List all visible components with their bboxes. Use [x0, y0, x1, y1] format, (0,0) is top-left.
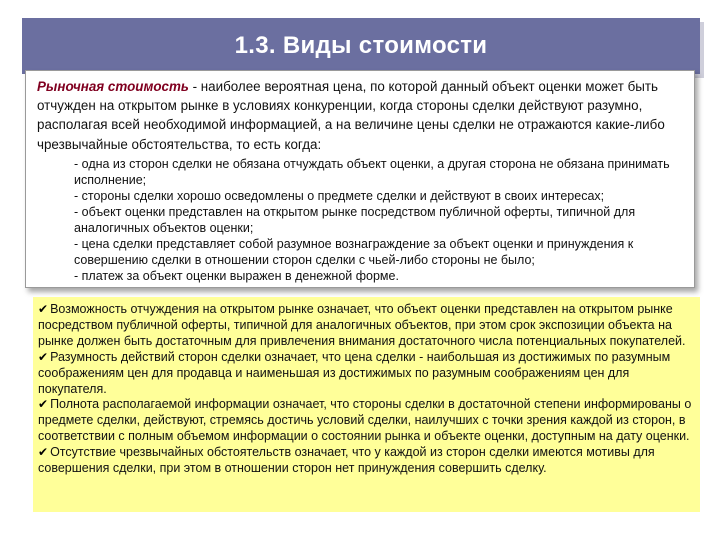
definition-paragraph [37, 77, 685, 154]
note-item [38, 397, 692, 445]
checkmark-icon: ✔ [38, 349, 49, 364]
definition-text: - наиболее вероятная цена, по которой данный объект оценки может быть отчужден на открытом рынке в условиях конкуренции, когда стороны сделки действуют разумно, располагая всей необходимой информацией, а на величине цены сделки не отражаются какие-либо чрезвычайные обстоятельства, то есть когда: [37, 79, 665, 152]
notes-box [33, 297, 700, 512]
condition-item: - одна из сторон сделки не обязана отчуждать объект оценки, а другая сторона не обязана принимать исполнение; [74, 156, 670, 187]
note-text: Возможность отчуждения на открытом рынке означает, что объект оценки представлен на открытом рынке посредством публичной оферты, типичной для аналогичных объектов, при этом срок экспозиции объекта на рынке должен быть достаточным для привлечения внимания достаточного числа потенциальных покупателей. [38, 302, 686, 348]
condition-item: - цена сделки представляет собой разумное вознаграждение за объект оценки и принуждения к совершению сделки в отношении сторон сделки с чьей-либо стороны не было; [74, 237, 634, 268]
checkmark-icon: ✔ [38, 445, 49, 460]
page-title: 1.3. Виды стоимости [234, 32, 488, 59]
note-text: Разумность действий сторон сделки означает, что цена сделки - наибольшая из достижимых по разумным соображениям цен для продавца и наименьшая из достижимых по разумным соображениям цен для покупателя. [38, 349, 671, 396]
condition-item: - стороны сделки хорошо осведомлены о предмете сделки и действуют в своих интересах; [74, 189, 605, 203]
note-text: Полнота располагаемой информации означает, что стороны сделки в достаточной степени информированы о предмете сделки, действуют, стремясь достичь условий сделки, наилучших с точки зрения каждой из сторон, в соответствии с полным объемом информации о состоянии рынка и объекте оценки, доступным на дату оценки. [38, 397, 692, 444]
conditions-list [37, 156, 685, 285]
condition-item: - объект оценки представлен на открытом рынке посредством публичной оферты, типичной для аналогичных объектов оценки; [74, 205, 636, 236]
note-item [38, 350, 692, 398]
definition-term: Рыночная стоимость [37, 79, 189, 94]
note-item [38, 445, 692, 477]
checkmark-icon: ✔ [38, 397, 49, 412]
note-item [38, 302, 692, 350]
note-text: Отсутствие чрезвычайных обстоятельств означает, что у каждой из сторон сделки имеются мотивы для совершения сделки, при этом в отношении сторон нет принуждения совершить сделку. [38, 445, 655, 476]
checkmark-icon: ✔ [38, 302, 49, 316]
condition-item: - платеж за объект оценки выражен в денежной форме. [74, 269, 399, 284]
title-bar [22, 18, 700, 74]
definition-box [25, 70, 695, 288]
